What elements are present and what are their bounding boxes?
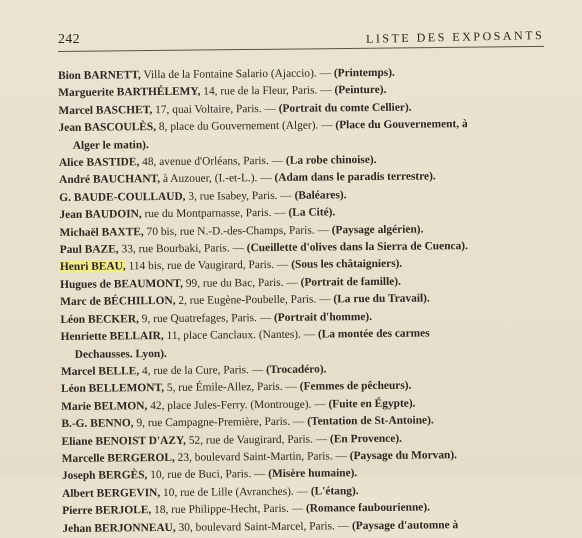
artwork-title: (Fuite en Égypte). (328, 397, 416, 411)
artwork-title: (Paysage d'automne à (351, 518, 459, 532)
exhibitor-address: Villa de la Fontaine Salario (Ajaccio). — (140, 67, 334, 82)
exhibitor-name: Henri BEAU, (59, 260, 126, 274)
artwork-title: (Romance faubourienne). (305, 501, 431, 515)
exhibitor-name: Marguerite BARTHÉLEMY, (58, 86, 201, 100)
exhibitor-name: Marcel BASCHET, (58, 103, 153, 117)
exhibitor-name: Michaël BAXTE, (59, 225, 144, 239)
exhibitor-address: 5, rue Émile-Allez, Paris. — (163, 381, 300, 395)
artwork-title: (La Cité). (288, 206, 336, 220)
artwork-title: (Baléares). (294, 189, 347, 202)
exhibitor-name: Bion BARNETT, (58, 69, 141, 82)
artwork-title: (Adam dans le paradis terrestre). (274, 170, 436, 185)
exhibitor-name: Léon BECKER, (60, 312, 139, 326)
exhibitor-address: à Auzouer, (I.-et-L.). — (160, 172, 275, 186)
exhibitor-name: Marcel BELLE, (60, 365, 140, 378)
artwork-title: (Paysage algérien). (331, 223, 424, 237)
artwork-title: (L'étang). (310, 484, 359, 498)
exhibitor-name: B.-G. BENNO, (61, 417, 134, 431)
artwork-title: (Sous les châtaigniers). (291, 258, 403, 272)
artwork-title: (Portrait d'homme). (273, 310, 373, 324)
exhibitor-name: Hugues de BEAUMONT, (60, 277, 184, 291)
artwork-title: (Place du Gouvernement, à (335, 118, 468, 132)
artwork-title: (La montée des carmes (317, 327, 430, 341)
exhibitor-address: 10, rue de Lille (Avranches). — (160, 485, 311, 499)
exhibitor-address: 8, place du Gouvernement (Alger). — (156, 119, 336, 134)
exhibitor-address: rue du Montparnasse, Paris. — (141, 207, 289, 221)
exhibitor-name: Pierre BERJOLE, (62, 504, 152, 518)
exhibitor-name: Jehan BERJONNEAU, (62, 521, 176, 535)
exhibitor-address: 33, rue Bourbaki, Paris. — (118, 242, 247, 256)
exhibitor-name: Marcelle BERGEROL, (61, 451, 175, 465)
exhibitor-address: 3, rue Isabey, Paris. — (185, 189, 295, 203)
exhibitor-name: Léon BELLEMONT, (61, 382, 165, 396)
exhibitor-name: Alice BASTIDE, (58, 156, 140, 170)
exhibitor-address: 42, place Jules-Ferry. (Montrouge). — (147, 398, 329, 412)
exhibitor-address: 14, rue de la Fleur, Paris. — (200, 84, 335, 99)
artwork-title: (Paysage du Morvan). (349, 449, 458, 463)
exhibitor-name: G. BAUDE-COULLAUD, (59, 190, 186, 204)
exhibitor-address: 99, rue du Bac, Paris. — (182, 276, 301, 290)
artwork-title: (La rue du Travail). (333, 292, 430, 306)
exhibitor-name: Henriette BELLAIR, (60, 330, 164, 344)
exhibitor-address: 9, rue Quatrefages, Paris. — (138, 311, 275, 325)
exhibitor-address: 4, rue de la Cure, Paris. — (139, 363, 267, 378)
exhibitor-name: Joseph BERGÈS, (61, 469, 148, 483)
exhibitor-address: 30, boulevard Saint-Marcel, Paris. — (175, 519, 352, 534)
page-number: 242 (58, 32, 80, 47)
exhibitor-name: Marie BELMON, (61, 399, 148, 413)
exhibitor-address: 11, place Canclaux. (Nantes). — (163, 328, 319, 343)
exhibitor-name: Eliane BENOIST D'AZY, (61, 434, 187, 448)
exhibitor-address: 2, rue Eugène-Poubelle, Paris. — (175, 293, 334, 308)
page-header (58, 28, 544, 48)
exhibitor-name: Marc de BÉCHILLON, (60, 295, 176, 309)
artwork-title: (Portrait de famille). (300, 275, 401, 289)
exhibitor-address: 23, boulevard Saint-Martin, Paris. — (174, 450, 350, 464)
exhibitor-address: 18, rue Philippe-Hecht, Paris. — (151, 502, 307, 517)
artwork-title: (Misère humaine). (268, 467, 358, 481)
artwork-title: (Peinture). (334, 84, 387, 97)
artwork-title: (Cueillette d'olives dans la Sierra de Cuenca). (246, 240, 468, 255)
exhibitor-address: 17, quai Voltaire, Paris. — (152, 102, 279, 116)
exhibitor-address: 114 bis, rue de Vaugirard, Paris. — (125, 259, 292, 273)
artwork-title: (Portrait du comte Cellier). (278, 101, 412, 115)
exhibitor-name: André BAUCHANT, (59, 173, 161, 187)
artwork-title: (Printemps). (333, 66, 395, 80)
exhibitor-address: 10, rue de Buci, Paris. — (147, 468, 269, 482)
running-title: LISTE DES EXPOSANTS (365, 28, 545, 46)
artwork-title: (Trocadéro). (265, 363, 327, 376)
exhibitor-address: 48, avenue d'Orléans, Paris. — (139, 154, 286, 169)
artwork-title: (Tentation de St-Antoine). (307, 414, 434, 428)
exhibitor-list (58, 63, 554, 538)
exhibitor-name: Jean BAUDOIN, (59, 208, 142, 222)
exhibitor-address: 9, rue Campagne-Première, Paris. — (133, 415, 308, 430)
exhibitor-address: 70 bis, rue N.-D.-des-Champs, Paris. — (143, 224, 332, 238)
artwork-title: (Femmes de pêcheurs). (299, 379, 412, 394)
artwork-title: (En Provence). (329, 432, 402, 445)
entry-continuation: Alger le matin). (72, 138, 149, 152)
entry-continuation: Dechausses. Lyon). (74, 347, 167, 361)
exhibitor-address: 52, rue de Vaugirard, Paris. — (185, 432, 331, 447)
exhibitor-name: Albert BERGEVIN, (62, 486, 161, 500)
exhibitor-name: Jean BASCOULÈS, (58, 121, 157, 135)
artwork-title: (La robe chinoise). (285, 153, 377, 167)
exhibitor-name: Paul BAZE, (59, 243, 119, 257)
